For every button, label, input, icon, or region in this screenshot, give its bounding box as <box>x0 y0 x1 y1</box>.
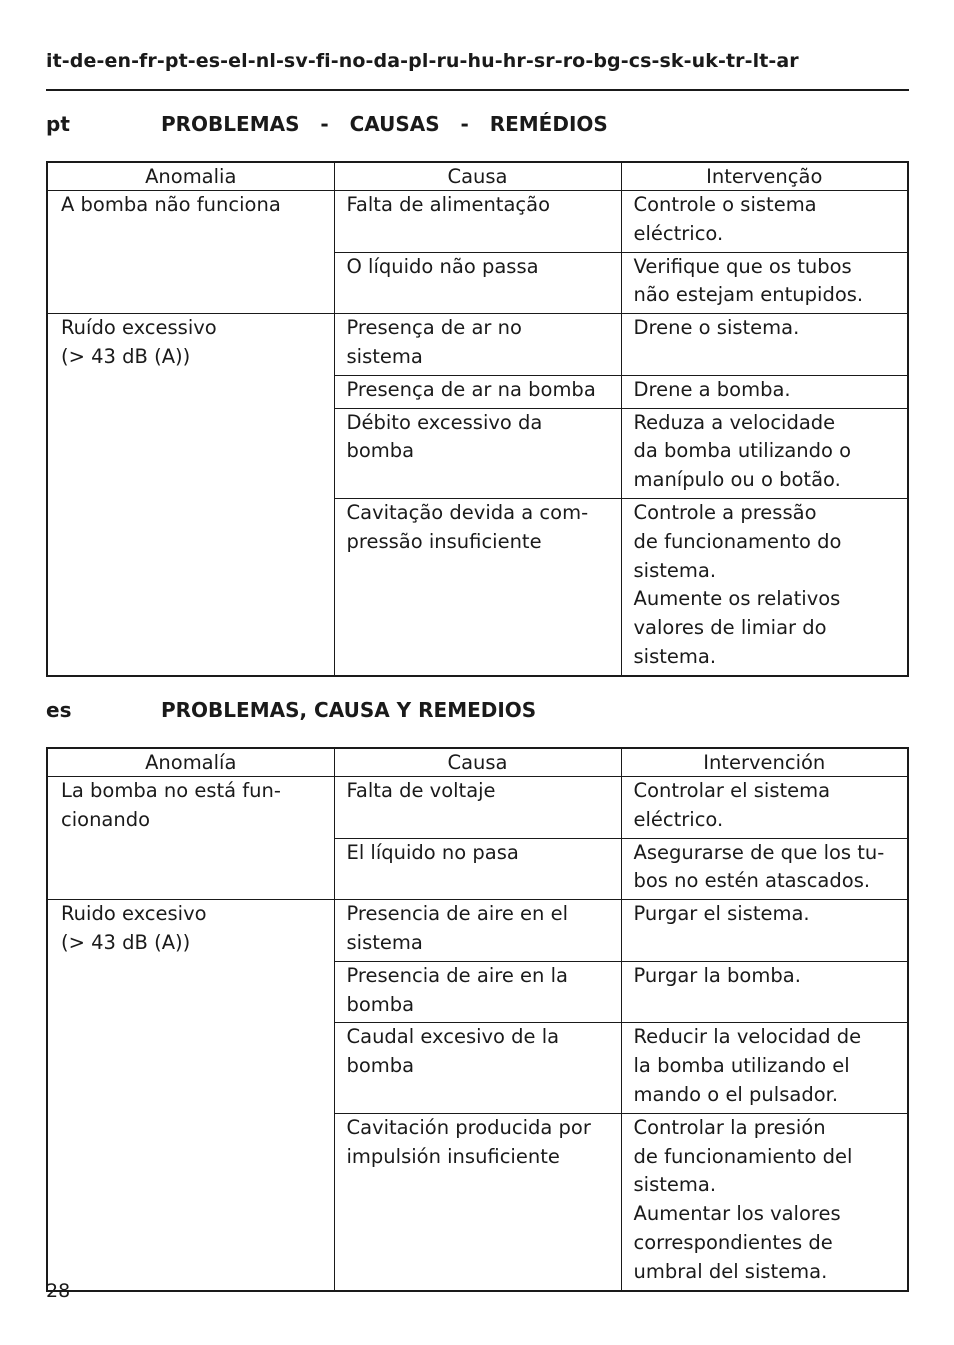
action-cell: Controle o sistema eléctrico. <box>621 191 908 253</box>
column-header-cause: Causa <box>334 748 621 777</box>
action-cell: Verifique que os tubos não estejam entupidos. <box>621 252 908 314</box>
troubleshooting-table-es <box>46 747 909 1292</box>
cause-cell: El líquido no pasa <box>334 838 621 900</box>
action-cell: Controlar el sistema eléctrico. <box>621 777 908 839</box>
column-header-action: Intervenção <box>621 162 908 191</box>
column-header-cause: Causa <box>334 162 621 191</box>
cause-cell: Presença de ar no sistema <box>334 314 621 376</box>
action-cell: Asegurarse de que los tu- bos no estén atascados. <box>621 838 908 900</box>
column-header-anomaly: Anomalia <box>47 162 334 191</box>
action-cell: Drene o sistema. <box>621 314 908 376</box>
cause-cell: O líquido não passa <box>334 252 621 314</box>
anomaly-cell: A bomba não funciona <box>47 191 334 314</box>
language-codes-header: it-de-en-fr-pt-es-el-nl-sv-fi-no-da-pl-ru-hu-hr-sr-ro-bg-cs-sk-uk-tr-lt-ar <box>46 50 799 72</box>
anomaly-cell: Ruido excesivo (> 43 dB (A)) <box>47 900 334 1291</box>
action-cell: Reducir la velocidad de la bomba utilizando el mando o el pulsador. <box>621 1023 908 1113</box>
table-row <box>47 900 908 962</box>
table-row <box>47 191 908 253</box>
cause-cell: Presencia de aire en la bomba <box>334 961 621 1023</box>
section-language-code: es <box>46 698 72 722</box>
troubleshooting-table-pt <box>46 161 909 677</box>
section-language-code: pt <box>46 112 70 136</box>
action-cell: Purgar la bomba. <box>621 961 908 1023</box>
page-number: 28 <box>46 1280 71 1302</box>
cause-cell: Cavitación producida por impulsión insuficiente <box>334 1113 621 1290</box>
anomaly-cell: Ruído excessivo (> 43 dB (A)) <box>47 314 334 676</box>
section-title: PROBLEMAS - CAUSAS - REMÉDIOS <box>161 112 608 136</box>
action-cell: Reduza a velocidade da bomba utilizando o manípulo ou o botão. <box>621 408 908 498</box>
column-header-anomaly: Anomalía <box>47 748 334 777</box>
cause-cell: Caudal excesivo de la bomba <box>334 1023 621 1113</box>
cause-cell: Débito excessivo da bomba <box>334 408 621 498</box>
section-title: PROBLEMAS, CAUSA Y REMEDIOS <box>161 698 537 722</box>
header-divider <box>46 89 909 91</box>
table-row <box>47 777 908 839</box>
cause-cell: Falta de voltaje <box>334 777 621 839</box>
cause-cell: Presencia de aire en el sistema <box>334 900 621 962</box>
action-cell: Controle a pressão de funcionamento do sistema. Aumente os relativos valores de limiar do sistema. <box>621 498 908 675</box>
action-cell: Drene a bomba. <box>621 375 908 408</box>
cause-cell: Falta de alimentação <box>334 191 621 253</box>
table-header-row <box>47 748 908 777</box>
action-cell: Controlar la presión de funcionamiento del sistema. Aumentar los valores correspondientes de umbral del sistema. <box>621 1113 908 1290</box>
column-header-action: Intervención <box>621 748 908 777</box>
cause-cell: Presença de ar na bomba <box>334 375 621 408</box>
table-header-row <box>47 162 908 191</box>
cause-cell: Cavitação devida a com- pressão insuficiente <box>334 498 621 675</box>
action-cell: Purgar el sistema. <box>621 900 908 962</box>
anomaly-cell: La bomba no está fun- cionando <box>47 777 334 900</box>
table-row <box>47 314 908 376</box>
